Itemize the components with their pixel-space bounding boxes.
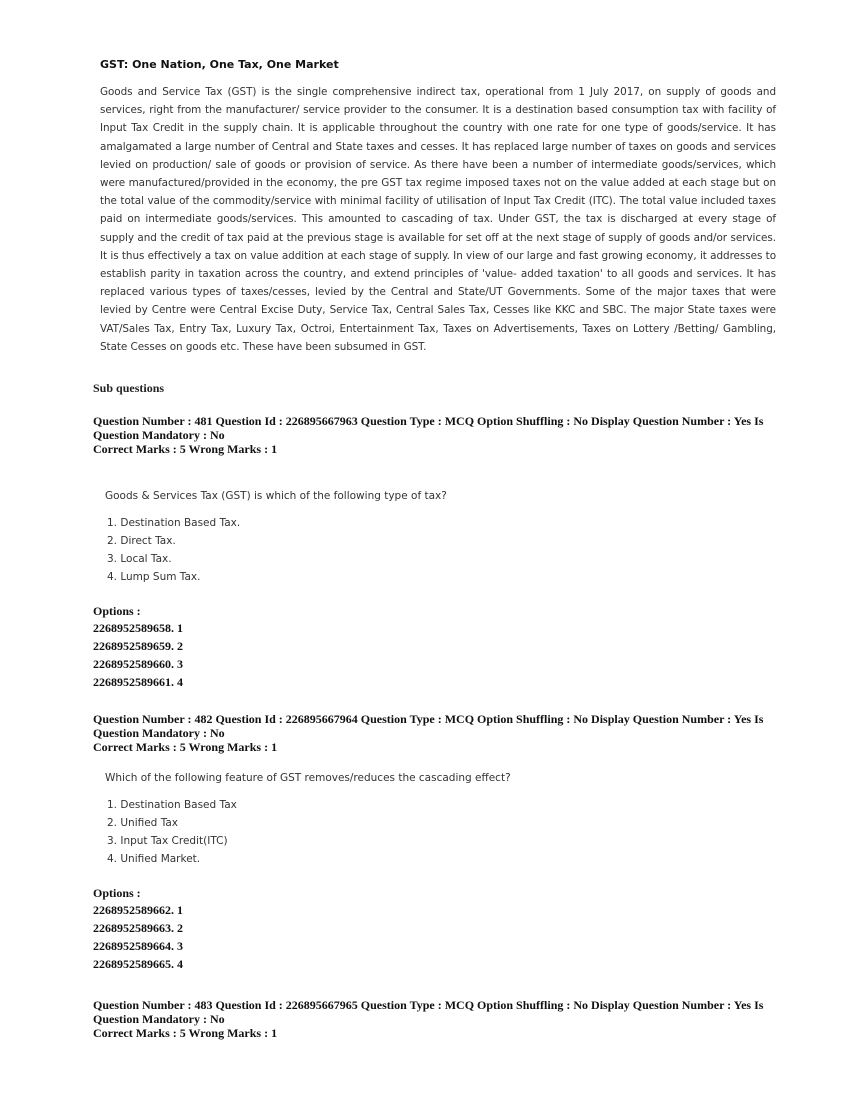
question-meta: Question Number : 483 Question Id : 226895667965 Question Type : MCQ Option Shuffling : No Display Question Number : Yes Is Question Mandatory : No	[93, 998, 764, 1026]
choice-item: 1. Destination Based Tax.	[107, 517, 241, 529]
choice-item: 2. Unified Tax	[107, 817, 179, 829]
question-block-483	[93, 998, 773, 1040]
option-item: 2268952589659. 2	[93, 639, 183, 653]
options-list	[93, 619, 773, 691]
choice-item: 2. Direct Tax.	[107, 535, 176, 547]
sub-questions-heading: Sub questions	[93, 381, 165, 395]
options-label: Options :	[93, 604, 141, 618]
option-item: 2268952589665. 4	[93, 957, 183, 971]
choice-list	[107, 514, 773, 586]
option-item: 2268952589661. 4	[93, 675, 183, 689]
option-item: 2268952589663. 2	[93, 921, 183, 935]
passage-title: GST: One Nation, One Tax, One Market	[100, 58, 339, 71]
choice-item: 1. Destination Based Tax	[107, 799, 237, 811]
question-text: Which of the following feature of GST removes/reduces the cascading effect?	[105, 772, 511, 784]
options-list	[93, 901, 773, 973]
choice-item: 4. Unified Market.	[107, 853, 201, 865]
option-item: 2268952589662. 1	[93, 903, 183, 917]
passage	[100, 58, 776, 356]
choice-item: 3. Input Tax Credit(ITC)	[107, 835, 228, 847]
options-label: Options :	[93, 886, 141, 900]
question-block-481	[93, 414, 773, 691]
question-marks: Correct Marks : 5 Wrong Marks : 1	[93, 1026, 278, 1040]
question-marks: Correct Marks : 5 Wrong Marks : 1	[93, 740, 278, 754]
option-item: 2268952589658. 1	[93, 621, 183, 635]
question-meta: Question Number : 481 Question Id : 226895667963 Question Type : MCQ Option Shuffling : No Display Question Number : Yes Is Question Mandatory : No	[93, 414, 764, 442]
choice-list	[107, 796, 773, 868]
question-marks: Correct Marks : 5 Wrong Marks : 1	[93, 442, 278, 456]
question-text: Goods & Services Tax (GST) is which of the following type of tax?	[105, 490, 447, 502]
option-item: 2268952589660. 3	[93, 657, 183, 671]
question-block-482	[93, 712, 773, 973]
passage-text: Goods and Service Tax (GST) is the single comprehensive indirect tax, operational from 1 July 2017, on supply of goods and services, right from the manufacturer/ service provider to the consumer. It is a destination based consumption tax with facility of Input Tax Credit in the supply chain. It is applicable throughout the country with one rate for one type of goods/service. It has amalgamated a large number of Central and State taxes and cesses. It has replaced large number of taxes on goods and services levied on production/ sale of goods or provision of service. As there have been a number of intermediate goods/services, which were manufactured/provided in the economy, the pre GST tax regime imposed taxes not on the value added at each stage but on the total value of the commodity/service with minimal facility of utilisation of Input Tax Credit (ITC). The total value included taxes paid on intermediate goods/services. This amounted to cascading of tax. Under GST, the tax is discharged at every stage of supply and the credit of tax paid at the previous stage is available for set off at the next stage of supply of goods and/or services. It is thus effectively a tax on value addition at each stage of supply. In view of our large and fast growing economy, it addresses to establish parity in taxation across the country, and extend principles of 'value- added taxation' to all goods and services. It has replaced various types of taxes/cesses, levied by the Central and State/UT Governments. Some of the major taxes that were levied by Centre were Central Excise Duty, Service Tax, Central Sales Tax, Cesses like KKC and SBC. The major State taxes were VAT/Sales Tax, Entry Tax, Luxury Tax, Octroi, Entertainment Tax, Taxes on Advertisements, Taxes on Lottery /Betting/ Gambling, State Cesses on goods etc. These have been subsumed in GST.	[100, 86, 776, 353]
option-item: 2268952589664. 3	[93, 939, 183, 953]
question-meta: Question Number : 482 Question Id : 226895667964 Question Type : MCQ Option Shuffling : No Display Question Number : Yes Is Question Mandatory : No	[93, 712, 764, 740]
choice-item: 4. Lump Sum Tax.	[107, 571, 201, 583]
choice-item: 3. Local Tax.	[107, 553, 172, 565]
